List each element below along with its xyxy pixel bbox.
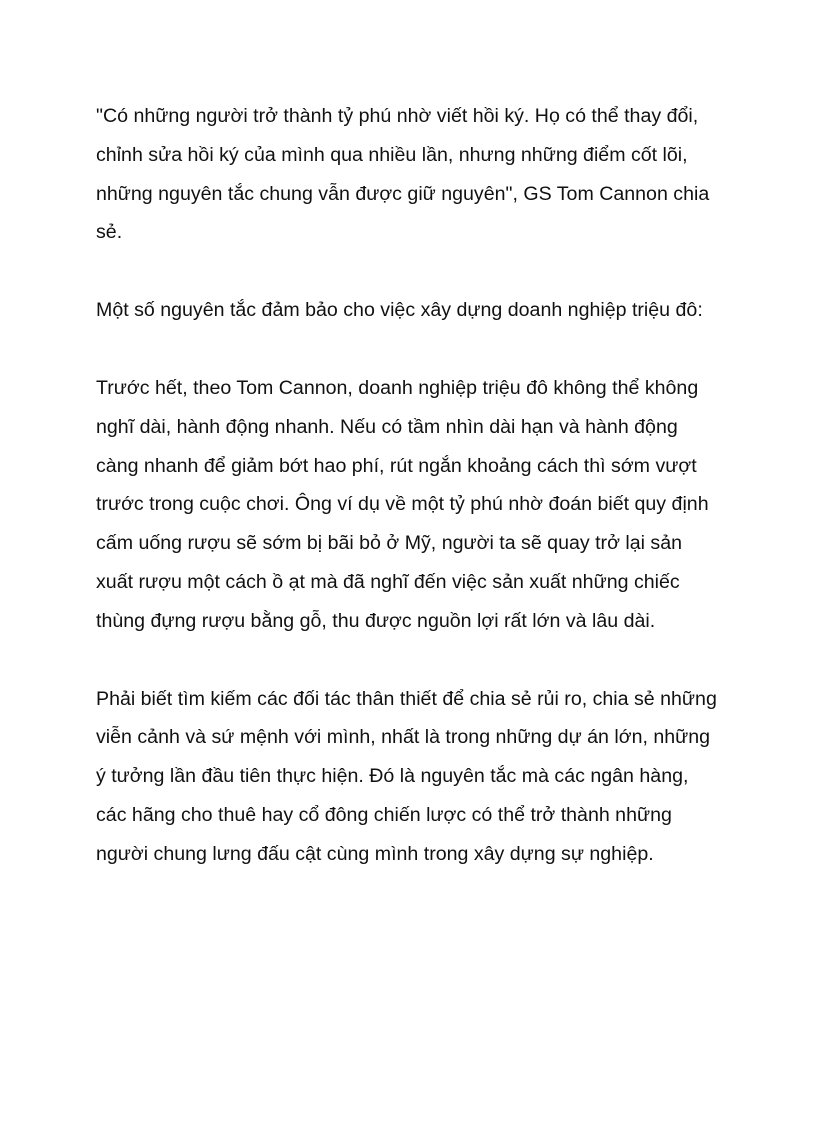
paragraph-think-long-act-fast: Trước hết, theo Tom Cannon, doanh nghiệp triệu đô không thể không nghĩ dài, hành động nhanh. Nếu có tầm nhìn dài hạn và hành động càng nhanh để giảm bớt hao phí, rút ngắn khoảng cách thì sớm vượt trước trong cuộc chơi. Ông ví dụ về một tỷ phú nhờ đoán biết quy định cấm uống rượu sẽ sớm bị bãi bỏ ở Mỹ, người ta sẽ quay trở lại sản xuất rượu một cách ồ ạt mà đã nghĩ đến việc sản xuất những chiếc thùng đựng rượu bằng gỗ, thu được nguồn lợi rất lớn và lâu dài. bbox=[96, 376, 709, 632]
paragraph-quote: "Có những người trở thành tỷ phú nhờ viết hồi ký. Họ có thể thay đổi, chỉnh sửa hồi ký của mình qua nhiều lần, nhưng những điểm cốt lõi, những nguyên tắc chung vẫn được giữ nguyên", GS Tom Cannon chia sẻ. bbox=[96, 105, 710, 244]
paragraph-partners: Phải biết tìm kiếm các đối tác thân thiết để chia sẻ rủi ro, chia sẻ những viễn cảnh và sứ mệnh với mình, nhất là trong những dự án lớn, những ý tưởng lần đầu tiên thực hiện. Đó là nguyên tắc mà các ngân hàng, các hãng cho thuê hay cổ đông chiến lược có thể trở thành những người chung lưng đấu cật cùng mình trong xây dựng sự nghiệp. bbox=[96, 687, 717, 865]
paragraph-principles-intro: Một số nguyên tắc đảm bảo cho việc xây dựng doanh nghiệp triệu đô: bbox=[96, 299, 703, 322]
